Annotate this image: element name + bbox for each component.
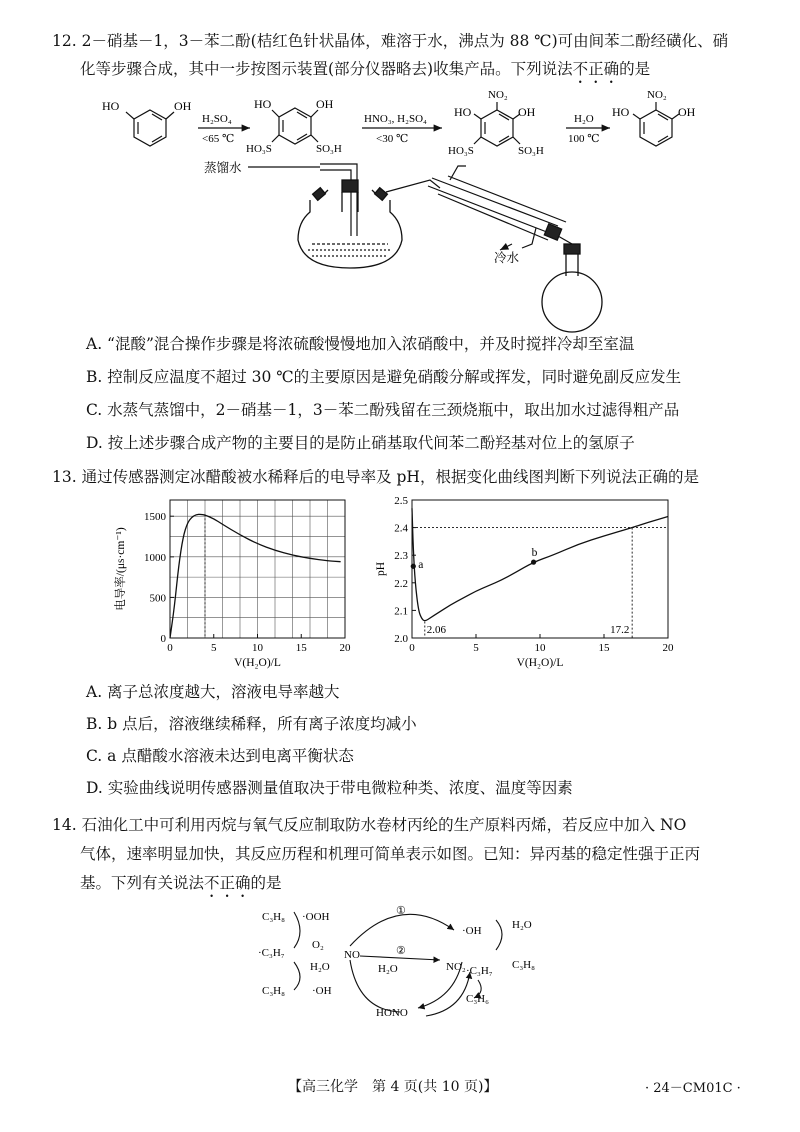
three-neck-flask [298,180,402,268]
ph-chart [372,492,692,672]
point-label-a: a [418,559,424,572]
y-axis-label: pH [375,561,387,577]
reaction-mechanism-diagram [250,898,580,1028]
arrow3-condition: 100 ℃ [568,133,600,145]
product-structure [633,102,679,146]
y-tick-label: 1500 [144,511,166,524]
q12-reaction-scheme [90,88,730,158]
q12-stem-line2-end: 的是 [619,60,651,78]
q13-option-d[interactable]: D. 实验曲线说明传感器测量值取决于带电微粒种类、浓度、温度等因素 [86,779,573,797]
q14-stem-line1: 14. 石油化工中可利用丙烷与氧气反应制取防水卷材丙纶的生产原料丙烯，若反应中加入 NO [52,816,687,834]
q13-option-a[interactable]: A. 离子总浓度越大，溶液电导率越大 [86,683,340,701]
mech-oh-left: ·OH [312,985,332,997]
y-tick-label: 1000 [144,551,166,564]
footer-page-info: 【高三化学 第 4 页(共 10 页)】 [288,1079,498,1095]
nitrated-sulfonated-structure [474,102,520,146]
ph-2-4-x-label: 17.2 [610,624,630,636]
mech-o2: O₂ [312,939,324,951]
y-tick-label: 500 [149,592,166,605]
y-tick-label: 2.4 [394,522,408,535]
q12-option-a[interactable]: A. “混酸”混合操作步骤是将浓硫酸慢慢地加入浓硝酸中，并及时搅拌冷却至室温 [86,335,635,353]
mech-c3h7-left: ·C₃H₇ [258,947,285,959]
mol2-ho: HO [254,97,272,111]
y-tick-label: 2.2 [394,577,408,590]
mol2-oh: OH [316,97,334,111]
mol3-ho3s: HO₃S [448,145,474,157]
q14-emphasis: 不正确 [204,874,251,892]
x-axis-label: V(H₂O)/L [516,657,564,669]
conductivity-chart [110,492,360,672]
q13-option-b[interactable]: B. b 点后，溶液继续稀释，所有离子浓度均减小 [86,715,417,733]
x-tick-label: 10 [534,642,546,654]
mol1-ho: HO [102,99,120,113]
y-axis-label: 电导率/(μs·cm⁻¹) [115,527,127,611]
q14-stem-line3-text: 基。下列有关说法 [80,874,205,892]
x-tick-label: 0 [167,642,173,654]
q13-stem: 13. 通过传感器测定冰醋酸被水稀释后的电导率及 pH，根据变化曲线图判断下列说法正确的是 [52,468,699,486]
x-tick-label: 15 [295,642,307,654]
mech-oh-right: ·OH [462,925,482,937]
x-tick-label: 10 [252,642,263,654]
mech-c3h8-bottom: C₃H₈ [262,985,285,997]
point-label-b: b [531,547,538,560]
mech-no: NO [344,949,360,961]
distilled-water-label: 蒸馏水 [204,161,242,175]
mech-no2: NO₂ [446,961,466,973]
x-tick-label: 5 [473,642,479,654]
x-tick-label: 5 [211,642,217,654]
condenser [386,166,572,252]
minimum-x-label: 2.06 [426,624,447,636]
mech-ooh: ·OOH [302,911,330,923]
mol1-oh: OH [174,99,192,113]
mol4-ho: HO [612,105,630,119]
mol3-so3h: SO₃H [518,145,544,157]
arrow1-condition: <65 ℃ [202,133,235,145]
q12-option-c[interactable]: C. 水蒸气蒸馏中，2－硝基－1，3－苯二酚残留在三颈烧瓶中，取出加水过滤得粗产品 [86,401,680,419]
x-tick-label: 20 [339,642,351,654]
q12-stem-line2 [80,58,650,87]
mech-circle-2: ② [396,945,406,957]
q12-option-d[interactable]: D. 按上述步骤合成产物的主要目的是防止硝基取代间苯二酚羟基对位上的氢原子 [86,434,635,452]
mol3-ho: HO [454,105,472,119]
mech-hono: HONO [376,1007,408,1019]
q12-emphasis: 不正确 [572,60,620,78]
resorcinol-structure [126,110,174,146]
y-tick-label: 2.0 [394,633,408,645]
steam-distillation-apparatus [200,152,620,337]
y-tick-label: 2.1 [394,605,408,618]
mech-h2o-right: H₂O [512,919,532,931]
mech-c3h7-right: ·C₃H₇ [466,965,493,977]
receiving-flask [542,244,602,332]
q13-option-c[interactable]: C. a 点醋酸水溶液未达到电离平衡状态 [86,747,354,765]
y-tick-label: 2.3 [394,550,408,563]
arrow1-reagent: H₂SO₄ [202,113,232,125]
y-tick-label: 2.5 [394,495,408,507]
mech-h2o-center: H₂O [378,963,398,975]
footer-code: · 24－CM01C · [645,1081,741,1096]
mol2-so3h: SO₃H [316,143,342,155]
sulfonated-structure [272,108,318,144]
mol3-no2: NO₂ [488,89,508,101]
mol4-no2: NO₂ [647,89,667,101]
point-b [531,560,536,565]
x-tick-label: 20 [662,642,674,654]
arrow3-reagent: H₂O [574,113,594,125]
mol2-ho3s: HO₃S [246,143,272,155]
arrow2-condition: <30 ℃ [376,133,409,145]
series-line [412,508,668,620]
q14-stem-line2: 气体，速率明显加快，其反应历程和机理可简单表示如图。已知：异丙基的稳定性强于正丙 [80,845,701,863]
mol4-oh: OH [678,105,696,119]
cold-water-label: 冷水 [494,251,520,265]
mol3-oh: OH [518,105,536,119]
q14-stem-line3 [80,872,282,901]
x-axis-label: V(H₂O)/L [234,657,281,669]
mech-h2o-left: H₂O [310,961,330,973]
y-tick-label: 0 [160,633,166,645]
point-a [411,564,416,569]
q12-option-b[interactable]: B. 控制反应温度不超过 30 ℃的主要原因是避免硝酸分解或挥发，同时避免副反应发生 [86,368,682,386]
q14-stem-line3-end: 的是 [250,874,282,892]
x-tick-label: 0 [409,642,415,654]
series-line [170,514,341,638]
x-tick-label: 15 [598,642,610,654]
mech-circle-1: ① [396,905,406,917]
mech-c3h8-right: C₃H₈ [512,959,535,971]
arrow2-reagent: HNO₃, H₂SO₄ [364,113,427,125]
q12-stem-line2-text: 化等步骤合成，其中一步按图示装置(部分仪器略去)收集产品。下列说法 [80,60,573,78]
q12-stem-line1: 12. 2－硝基－1，3－苯二酚(桔红色针状晶体，难溶于水，沸点为 88 ℃)可由间苯二酚经磺化、硝 [52,32,729,50]
mech-c3h6: C₃H₆ [466,993,489,1005]
plot-frame [412,500,668,638]
mech-c3h8-top: C₃H₈ [262,911,285,923]
